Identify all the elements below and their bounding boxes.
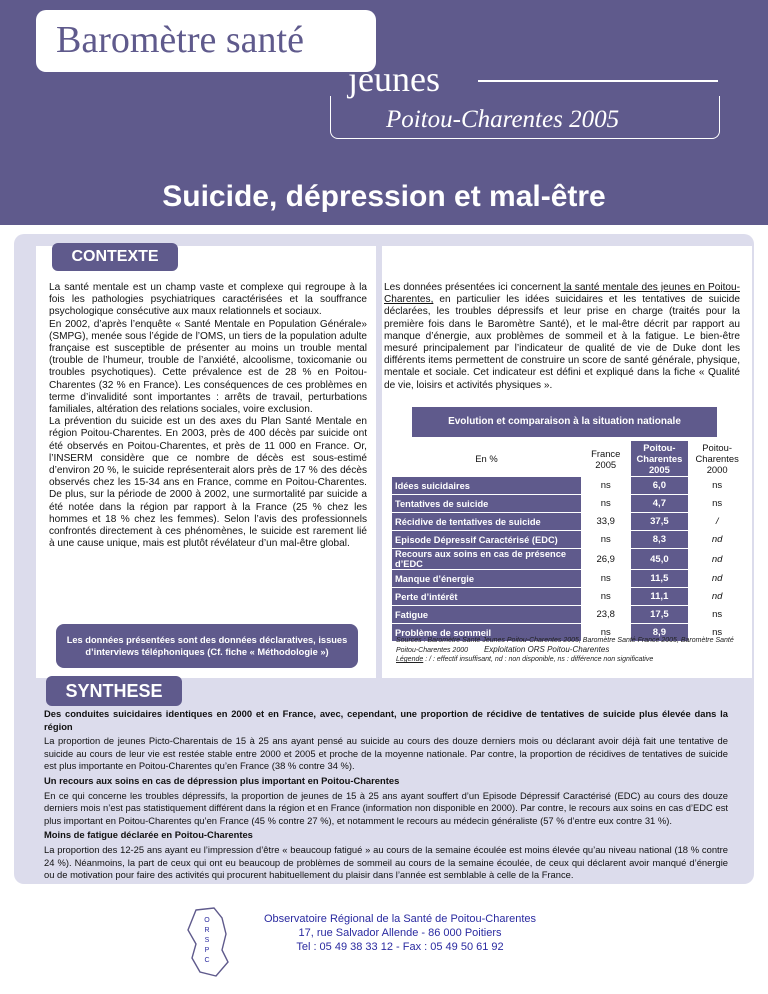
pc-2005-value: 17,5 xyxy=(631,606,689,623)
table-sources xyxy=(396,636,746,664)
row-label: Tentatives de suicide xyxy=(392,495,581,512)
legend-label: Légende xyxy=(396,656,424,663)
declarative-note xyxy=(56,624,358,668)
pc-2000-value: nd xyxy=(711,573,723,584)
pc-2000-value: ns xyxy=(712,609,723,620)
synthese-heading: SYNTHESE xyxy=(46,676,182,706)
france-2005-value: ns xyxy=(600,498,611,509)
pc-2000-value: ns xyxy=(712,480,723,491)
unit-header: En % xyxy=(475,453,498,464)
row-label: Idées suicidaires xyxy=(392,477,581,494)
pc-2005-value: 37,5 xyxy=(631,513,689,530)
intro-text: Les données présentées ici concernent xyxy=(384,282,561,293)
synthese-paragraph: La proportion des 12-25 ans ayant eu l’impression d’être « beaucoup fatigué » au cours de la semaine écoulée est moins élevée qu’au niveau national (18 % contre 24 %). Néanmoins, la part de ceux qui ont eu beaucoup de problèmes de sommeil au cours de la semaine écoulée, de ceux qui déclarent avoir manqué d’énergie ou de motivation pour faire des activités qui procurent habituellement du plaisir dans l’année est semblable à celle de la France. xyxy=(44,843,728,881)
footer-phone: Tel : 05 49 38 33 12 - Fax : 05 49 50 61 92 xyxy=(296,941,504,953)
row-label: Perte d’intérêt xyxy=(392,588,581,605)
table-row xyxy=(392,549,746,569)
logo-letters xyxy=(200,916,214,966)
pc-2000-value: nd xyxy=(711,534,723,545)
france-2005-value: ns xyxy=(600,534,611,545)
declarative-note-text: Les données présentées sont des données déclaratives, issues d’interviews téléphoniques (Cf. fiche « Méthodologie ») xyxy=(66,635,348,657)
contexte-left-text xyxy=(49,282,367,550)
pc-2000-value: nd xyxy=(711,591,723,602)
page-title: Suicide, dépression et mal-être xyxy=(162,180,606,213)
table-body xyxy=(392,477,746,641)
table-row xyxy=(392,531,746,548)
synthese-text xyxy=(44,708,728,884)
table-row xyxy=(392,606,746,623)
footer-address: 17, rue Salvador Allende - 86 000 Poitiers xyxy=(298,927,502,939)
table-header-row xyxy=(392,441,746,476)
france-2005-value: 33,9 xyxy=(596,516,615,527)
subtitle-rule xyxy=(478,80,718,82)
table-row xyxy=(392,588,746,605)
synthese-subheading: Moins de fatigue déclarée en Poitou-Charentes xyxy=(44,829,253,841)
col-pc-2000: Poitou-Charentes 2000 xyxy=(695,442,739,475)
region-year: Poitou-Charentes 2005 xyxy=(386,106,620,133)
contexte-paragraph: La prévention du suicide est un des axes du Plan Santé Mentale en région Poitou-Charentes. En 2003, près de 400 décès par suicide ont été observés en Poitou-Charentes, et près de 11 000 en France. Or, l’INSERM considère que ce nombre de décès est sous-estimé d’environ 20 %, le suicide représenterait alors près de 17 % des décès observés chez les 15-34 ans en France, comme en Poitou-Charentes. De plus, sur la période de 2000 à 2002, une surmortalité par suicide a été notée dans la région par rapport à la France (25 % chez les hommes et 18 % chez les femmes). Selon l’avis des professionnels confrontés directement à ces phénomènes, le suicide est rarement lié à une cause unique, mais est plutôt révélateur d’un mal-être global. xyxy=(49,416,367,550)
logo-letter: R xyxy=(204,927,210,934)
logo-letter: P xyxy=(204,947,210,954)
footer-org: Observatoire Régional de la Santé de Poitou-Charentes xyxy=(263,913,537,925)
synthese-subheading: Un recours aux soins en cas de dépression plus important en Poitou-Charentes xyxy=(44,774,400,786)
intro-underlined: la santé mentale des jeunes en Poitou-Charentes, xyxy=(384,282,740,306)
pc-2005-value: 8,9 xyxy=(631,624,689,641)
row-label: Manque d’énergie xyxy=(392,570,581,587)
row-label: Recours aux soins en cas de présence d’EDC xyxy=(392,549,581,569)
pc-2005-value: 11,1 xyxy=(631,588,689,605)
document-subtitle: jeunes xyxy=(348,59,440,99)
pc-2005-value: 4,7 xyxy=(631,495,689,512)
contexte-paragraph: En 2002, d’après l’enquête « Santé Mentale en Population Générale» (SMPG), menée sous l’égide de l’OMS, un tiers de la population adulte française est susceptible de présenter au moins un trouble mental (trouble de l’humeur, trouble de l’anxiété, alcoolisme, toxicomanie ou troubles psychotiques). Cette prévalence est de 28 % en Poitou-Charentes (32 % en France). Les conséquences de ces problèmes en terme d’invalidité sont importantes : arrêts de travail, perturbations familiales, altération des relations sociales, voire exclusion. xyxy=(49,318,367,416)
contexte-right-text xyxy=(384,282,740,392)
col-pc-2005: Poitou-Charentes 2005 xyxy=(631,441,689,476)
france-2005-value: ns xyxy=(600,573,611,584)
pc-2005-value: 6,0 xyxy=(631,477,689,494)
contexte-paragraph: La santé mentale est un champ vaste et complexe qui regroupe à la fois les pathologies psychiatriques caractérisées et la souffrance psychologique consécutive aux maux relationnels et sociaux. xyxy=(49,282,367,318)
intro-text-rest: en particulier les idées suicidaires et les tentatives de suicide déclarées, les troubles dépressifs et leur prise en charge (traités pour la première fois dans le Baromètre Santé), et le mal-être décrit par rapport au manque d’énergie, aux problèmes de sommeil et à la fatigue. Le bien-être mesuré principalement par l’indicateur de qualité de vie de Duke dont les différents items permettent de construire un score de santé générale, physique, mentale et sociale. Cet indicateur est défini et expliqué dans la fiche « Qualité de vie, loisirs et activités physiques ». xyxy=(384,294,740,391)
table-row xyxy=(392,570,746,587)
table-row xyxy=(392,495,746,512)
logo-letter: S xyxy=(204,937,210,944)
france-2005-value: 26,9 xyxy=(596,553,615,565)
france-2005-value: ns xyxy=(600,480,611,491)
pc-2005-value: 45,0 xyxy=(631,549,689,569)
row-label: Problème de sommeil xyxy=(392,624,581,641)
synthese-subheading: Des conduites suicidaires identiques en 2000 et en France, avec, cependant, une proportion de récidive de tentatives de suicide plus élevée dans la région xyxy=(44,708,728,732)
synthese-paragraph: La proportion de jeunes Picto-Charentais de 15 à 25 ans ayant pensé au suicide au cours des douze derniers mois ou déclarant avoir déjà fait une tentative de suicide au cours de leur vie est restée stable entre 2000 et 2005 et proche de la moyenne nationale. Par contre, la proportion de récidives de tentatives de suicide est plus importante en Poitou-Charentes qu’en France (38 % contre 34 %). xyxy=(44,735,728,772)
table-row xyxy=(392,477,746,494)
legend-text: : / : effectif insuffisant, nd : non disponible, ns : différence non significative xyxy=(423,656,654,663)
table-row xyxy=(392,513,746,530)
footer-contact xyxy=(250,912,550,954)
france-2005-value: ns xyxy=(600,627,611,638)
comparison-table xyxy=(392,440,746,642)
pc-2000-value: ns xyxy=(712,498,723,509)
sources-text: Sources : Baromètre Santé Jeunes Poitou-Charentes 2005, Baromètre Santé France 2005, Baromètre Santé Poitou-Charentes 2000 xyxy=(396,637,734,654)
france-2005-value: ns xyxy=(600,591,611,602)
row-label: Fatigue xyxy=(392,606,581,623)
exploitation-text: Exploitation ORS Poitou-Charentes xyxy=(483,645,610,654)
pc-2000-value: nd xyxy=(711,553,723,565)
contexte-heading: CONTEXTE xyxy=(52,243,178,271)
synthese-paragraph: En ce qui concerne les troubles dépressifs, la proportion de jeunes de 15 à 25 ans ayant souffert d’un Episode Dépressif Caractérisé (EDC) au cours des douze derniers mois n’est pas statistiquement différent dans la région et en France (information non disponible en 2000). Par contre, le recours aux soins en cas d’EDC est plus important en Poitou-Charentes qu’en France (45 % contre 27 %), et notamment le recours au médecin généraliste (57 % d’entre eux contre 31 %). xyxy=(44,789,728,826)
pc-2005-value: 8,3 xyxy=(631,531,689,548)
row-label: Récidive de tentatives de suicide xyxy=(392,513,581,530)
pc-2000-value: / xyxy=(715,516,719,527)
table-title: Evolution et comparaison à la situation nationale xyxy=(412,407,717,437)
logo-letter: O xyxy=(204,917,210,924)
pc-2000-value: ns xyxy=(712,627,723,638)
logo-letter: C xyxy=(204,957,210,964)
document-title: Baromètre santé xyxy=(56,19,304,61)
pc-2005-value: 11,5 xyxy=(631,570,689,587)
france-2005-value: 23,8 xyxy=(596,609,615,620)
row-label: Episode Dépressif Caractérisé (EDC) xyxy=(392,531,581,548)
header-banner xyxy=(0,0,768,225)
ors-logo xyxy=(182,906,234,978)
col-france-2005: France 2005 xyxy=(591,447,621,470)
